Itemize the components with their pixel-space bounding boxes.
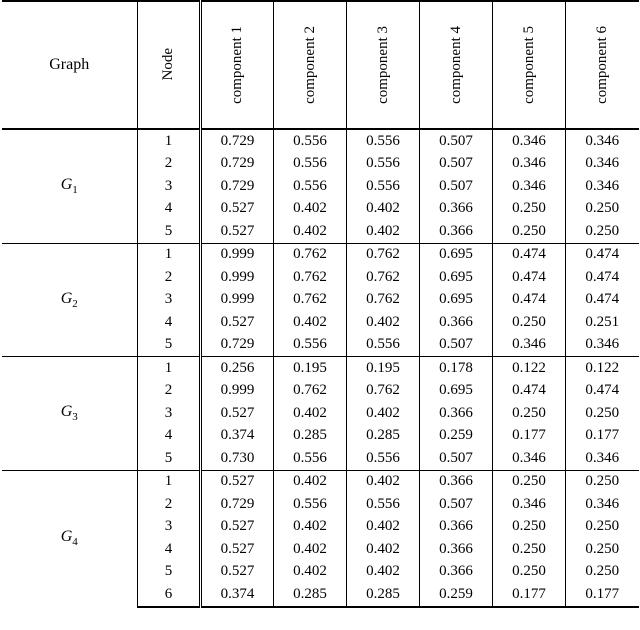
value-cell: 0.346 xyxy=(566,493,639,516)
value-cell: 0.527 xyxy=(201,516,274,539)
value-cell: 0.730 xyxy=(201,447,274,470)
value-cell: 0.285 xyxy=(274,425,347,448)
header-component-1 xyxy=(201,1,274,129)
value-cell: 0.556 xyxy=(274,493,347,516)
node-cell: 2 xyxy=(138,493,201,516)
value-cell: 0.507 xyxy=(420,447,493,470)
value-cell: 0.527 xyxy=(201,538,274,561)
value-cell: 0.729 xyxy=(201,153,274,176)
results-table xyxy=(2,0,639,608)
value-cell: 0.474 xyxy=(566,380,639,403)
value-cell: 0.556 xyxy=(274,175,347,198)
header-graph: Graph xyxy=(2,1,138,129)
value-cell: 0.366 xyxy=(420,311,493,334)
value-cell: 0.402 xyxy=(274,311,347,334)
table-body xyxy=(2,1,639,607)
value-cell: 0.402 xyxy=(274,561,347,584)
value-cell: 0.259 xyxy=(420,425,493,448)
value-cell: 0.474 xyxy=(566,289,639,312)
table-row xyxy=(2,470,639,493)
value-cell: 0.402 xyxy=(347,198,420,221)
value-cell: 0.122 xyxy=(493,357,566,380)
value-cell: 0.250 xyxy=(493,470,566,493)
value-cell: 0.695 xyxy=(420,243,493,266)
value-cell: 0.346 xyxy=(566,129,639,153)
graph-label: $G_4$ xyxy=(60,528,78,549)
value-cell: 0.285 xyxy=(347,583,420,607)
graph-label-cell xyxy=(2,470,138,607)
value-cell: 0.729 xyxy=(201,493,274,516)
graph-label-cell xyxy=(2,243,138,357)
value-cell: 0.474 xyxy=(566,243,639,266)
value-cell: 0.178 xyxy=(420,357,493,380)
value-cell: 0.256 xyxy=(201,357,274,380)
graph-label-cell xyxy=(2,357,138,471)
value-cell: 0.250 xyxy=(493,198,566,221)
value-cell: 0.999 xyxy=(201,289,274,312)
value-cell: 0.250 xyxy=(493,402,566,425)
header-component-5 xyxy=(493,1,566,129)
table-row xyxy=(2,129,639,153)
value-cell: 0.556 xyxy=(347,447,420,470)
node-cell: 4 xyxy=(138,538,201,561)
value-cell: 0.474 xyxy=(493,243,566,266)
value-cell: 0.556 xyxy=(347,334,420,357)
node-cell: 5 xyxy=(138,220,201,243)
value-cell: 0.729 xyxy=(201,129,274,153)
value-cell: 0.346 xyxy=(493,175,566,198)
value-cell: 0.366 xyxy=(420,538,493,561)
value-cell: 0.366 xyxy=(420,470,493,493)
value-cell: 0.556 xyxy=(347,129,420,153)
value-cell: 0.402 xyxy=(347,311,420,334)
node-cell: 2 xyxy=(138,153,201,176)
value-cell: 0.556 xyxy=(274,334,347,357)
value-cell: 0.250 xyxy=(566,198,639,221)
value-cell: 0.177 xyxy=(566,425,639,448)
value-cell: 0.474 xyxy=(566,266,639,289)
value-cell: 0.366 xyxy=(420,402,493,425)
value-cell: 0.999 xyxy=(201,266,274,289)
node-cell: 3 xyxy=(138,289,201,312)
value-cell: 0.527 xyxy=(201,311,274,334)
value-cell: 0.285 xyxy=(347,425,420,448)
value-cell: 0.402 xyxy=(347,402,420,425)
value-cell: 0.250 xyxy=(493,220,566,243)
value-cell: 0.556 xyxy=(347,493,420,516)
value-cell: 0.474 xyxy=(493,380,566,403)
value-cell: 0.999 xyxy=(201,380,274,403)
value-cell: 0.177 xyxy=(493,583,566,607)
node-cell: 1 xyxy=(138,243,201,266)
node-cell: 1 xyxy=(138,129,201,153)
graph-label: $G_1$ xyxy=(60,176,78,197)
value-cell: 0.195 xyxy=(274,357,347,380)
value-cell: 0.762 xyxy=(347,243,420,266)
graph-label-cell xyxy=(2,129,138,243)
header-component-label: component 1 xyxy=(229,25,245,104)
header-component-label: component 4 xyxy=(447,25,464,104)
node-cell: 3 xyxy=(138,175,201,198)
node-cell: 3 xyxy=(138,516,201,539)
value-cell: 0.250 xyxy=(566,561,639,584)
value-cell: 0.402 xyxy=(347,516,420,539)
value-cell: 0.250 xyxy=(493,311,566,334)
value-cell: 0.507 xyxy=(420,129,493,153)
node-cell: 2 xyxy=(138,380,201,403)
node-cell: 6 xyxy=(138,583,201,607)
header-node-label: Node xyxy=(160,48,176,81)
value-cell: 0.762 xyxy=(347,289,420,312)
value-cell: 0.474 xyxy=(493,266,566,289)
header-node xyxy=(138,1,201,129)
value-cell: 0.366 xyxy=(420,516,493,539)
node-cell: 5 xyxy=(138,447,201,470)
value-cell: 0.250 xyxy=(566,470,639,493)
value-cell: 0.259 xyxy=(420,583,493,607)
table-row xyxy=(2,357,639,380)
value-cell: 0.527 xyxy=(201,198,274,221)
value-cell: 0.527 xyxy=(201,470,274,493)
value-cell: 0.346 xyxy=(493,153,566,176)
value-cell: 0.195 xyxy=(347,357,420,380)
value-cell: 0.346 xyxy=(493,129,566,153)
graph-label: $G_2$ xyxy=(60,289,78,310)
value-cell: 0.402 xyxy=(347,470,420,493)
node-cell: 5 xyxy=(138,334,201,357)
value-cell: 0.507 xyxy=(420,153,493,176)
node-cell: 2 xyxy=(138,266,201,289)
value-cell: 0.251 xyxy=(566,311,639,334)
value-cell: 0.402 xyxy=(274,516,347,539)
value-cell: 0.695 xyxy=(420,289,493,312)
value-cell: 0.346 xyxy=(566,334,639,357)
value-cell: 0.374 xyxy=(201,583,274,607)
value-cell: 0.346 xyxy=(493,334,566,357)
value-cell: 0.366 xyxy=(420,198,493,221)
value-cell: 0.507 xyxy=(420,175,493,198)
header-component-6 xyxy=(566,1,639,129)
value-cell: 0.507 xyxy=(420,334,493,357)
value-cell: 0.374 xyxy=(201,425,274,448)
value-cell: 0.556 xyxy=(347,175,420,198)
value-cell: 0.762 xyxy=(274,266,347,289)
header-component-2 xyxy=(274,1,347,129)
header-component-4 xyxy=(420,1,493,129)
value-cell: 0.474 xyxy=(493,289,566,312)
header-component-3 xyxy=(347,1,420,129)
value-cell: 0.556 xyxy=(274,129,347,153)
value-cell: 0.122 xyxy=(566,357,639,380)
node-cell: 4 xyxy=(138,425,201,448)
value-cell: 0.527 xyxy=(201,402,274,425)
value-cell: 0.250 xyxy=(493,538,566,561)
node-cell: 5 xyxy=(138,561,201,584)
value-cell: 0.556 xyxy=(274,447,347,470)
header-component-label: component 3 xyxy=(374,25,391,104)
table-header-row xyxy=(2,1,639,129)
value-cell: 0.695 xyxy=(420,380,493,403)
value-cell: 0.250 xyxy=(566,538,639,561)
header-component-label: component 6 xyxy=(593,25,610,104)
value-cell: 0.402 xyxy=(274,470,347,493)
value-cell: 0.695 xyxy=(420,266,493,289)
value-cell: 0.346 xyxy=(566,447,639,470)
value-cell: 0.527 xyxy=(201,561,274,584)
node-cell: 4 xyxy=(138,198,201,221)
value-cell: 0.527 xyxy=(201,220,274,243)
value-cell: 0.366 xyxy=(420,220,493,243)
header-component-label: component 5 xyxy=(520,25,537,104)
value-cell: 0.729 xyxy=(201,175,274,198)
value-cell: 0.729 xyxy=(201,334,274,357)
value-cell: 0.250 xyxy=(493,561,566,584)
value-cell: 0.402 xyxy=(274,402,347,425)
value-cell: 0.402 xyxy=(274,538,347,561)
value-cell: 0.250 xyxy=(566,516,639,539)
value-cell: 0.999 xyxy=(201,243,274,266)
value-cell: 0.402 xyxy=(274,220,347,243)
graph-label: $G_3$ xyxy=(60,403,78,424)
value-cell: 0.346 xyxy=(493,493,566,516)
value-cell: 0.402 xyxy=(347,561,420,584)
value-cell: 0.250 xyxy=(566,402,639,425)
value-cell: 0.346 xyxy=(493,447,566,470)
table-row xyxy=(2,243,639,266)
value-cell: 0.762 xyxy=(274,380,347,403)
value-cell: 0.402 xyxy=(347,538,420,561)
value-cell: 0.346 xyxy=(566,175,639,198)
value-cell: 0.556 xyxy=(347,153,420,176)
value-cell: 0.285 xyxy=(274,583,347,607)
value-cell: 0.762 xyxy=(274,243,347,266)
value-cell: 0.402 xyxy=(347,220,420,243)
value-cell: 0.177 xyxy=(493,425,566,448)
node-cell: 4 xyxy=(138,311,201,334)
header-component-label: component 2 xyxy=(301,25,318,104)
value-cell: 0.250 xyxy=(493,516,566,539)
footnote-marker xyxy=(0,616,640,628)
value-cell: 0.366 xyxy=(420,561,493,584)
value-cell: 0.402 xyxy=(274,198,347,221)
value-cell: 0.177 xyxy=(566,583,639,607)
value-cell: 0.762 xyxy=(274,289,347,312)
value-cell: 0.346 xyxy=(566,153,639,176)
value-cell: 0.762 xyxy=(347,380,420,403)
node-cell: 3 xyxy=(138,402,201,425)
value-cell: 0.507 xyxy=(420,493,493,516)
node-cell: 1 xyxy=(138,357,201,380)
value-cell: 0.762 xyxy=(347,266,420,289)
node-cell: 1 xyxy=(138,470,201,493)
value-cell: 0.556 xyxy=(274,153,347,176)
value-cell: 0.250 xyxy=(566,220,639,243)
